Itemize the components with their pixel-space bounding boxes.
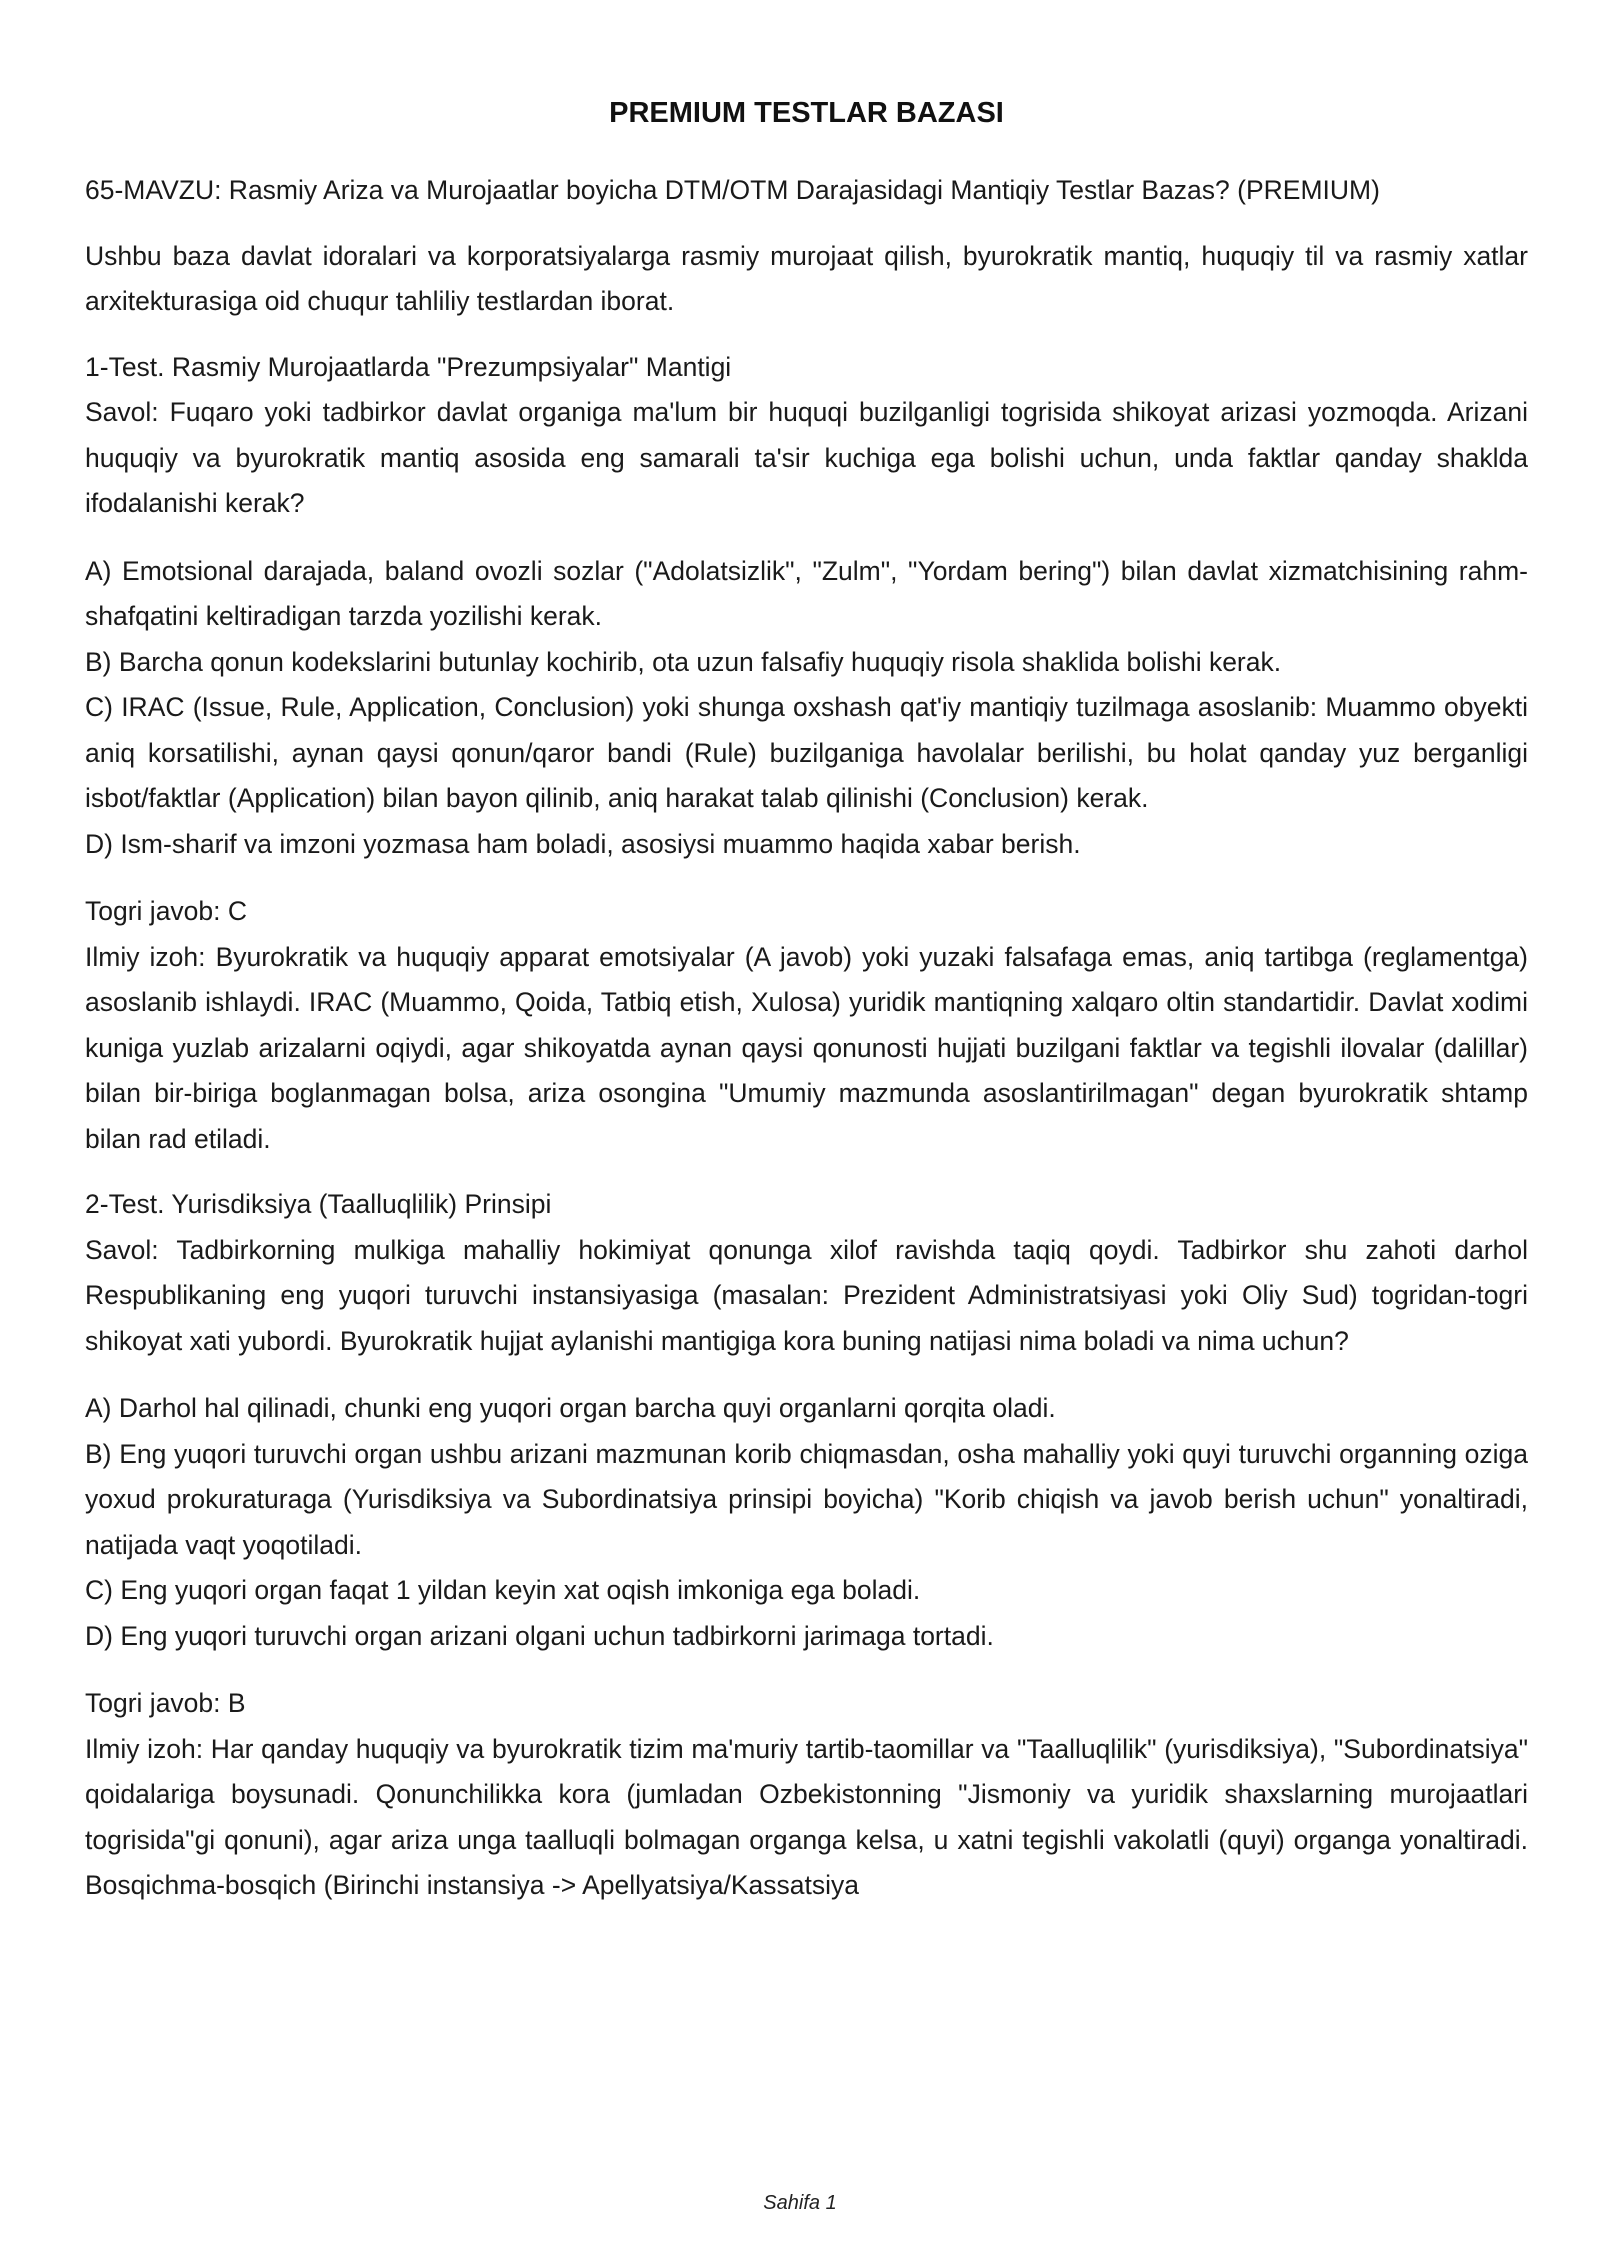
test-1-option-c: C) IRAC (Issue, Rule, Application, Conclusion) yoki shunga oxshash qat'iy mantiqiy tuzilmaga asoslanib: Muammo obyekti aniq korsatilishi, aynan qaysi qonun/qaror bandi (Rule) buzilganiga havolalar berilishi, bu holat qanday yuz berganligi isbot/faktlar (Application) bilan bayon qilinib, aniq harakat talab qilinishi (Conclusion) kerak. (85, 692, 1528, 813)
test-1-heading: 1-Test. Rasmiy Murojaatlarda "Prezumpsiyalar" Mantigi (85, 351, 732, 382)
test-2-explanation: Ilmiy izoh: Har qanday huquqiy va byurokratik tizim ma'muriy tartib-taomillar va "Taalluqlilik" (yurisdiksiya), "Subordinatsiya" qoidalariga boysunadi. Qonunchilikka kora (jumladan Ozbekistonning "Jismoniy va yuridik shaxslarning murojaatlari togrisida"gi qonuni), agar ariza unga taalluqli bolmagan organga kelsa, u xatni tegishli vakolatli (quyi) organga yonaltiradi. Bosqichma-bosqich (Birinchi instansiya -> Apellyatsiya/Kassatsiya (85, 1733, 1528, 1900)
test-2-option-c: C) Eng yuqori organ faqat 1 yildan keyin xat oqish imkoniga ega boladi. (85, 1575, 921, 1605)
intro-paragraph: Ushbu baza davlat idoralari va korporatsiyalarga rasmiy murojaat qilish, byurokratik mantiq, huquqiy til va rasmiy xatlar arxitekturasiga oid chuqur tahliliy testlardan iborat. (85, 240, 1528, 316)
test-1-question: Savol: Fuqaro yoki tadbirkor davlat organiga ma'lum bir huquqi buzilganligi togrisida shikoyat arizasi yozmoqda. Arizani huquqiy va byurokratik mantiq asosida eng samarali ta'sir kuchiga ega bolishi uchun, unda faktlar qanday shaklda ifodalanishi kerak? (85, 397, 1528, 518)
test-2-question: Savol: Tadbirkorning mulkiga mahalliy hokimiyat qonunga xilof ravishda taqiq qoydi. Tadbirkor shu zahoti darhol Respublikaning eng yuqori turuvchi instansiyasiga (masalan: Prezident Administratsiyasi yoki Oliy Sud) togridan-togri shikoyat xati yubordi. Byurokratik hujjat aylanishi mantigiga kora buning natijasi nima boladi va nima uchun? (85, 1234, 1528, 1356)
test-1-option-d: D) Ism-sharif va imzoni yozmasa ham boladi, asosiysi muammo haqida xabar berish. (85, 828, 1081, 859)
test-2-heading: 2-Test. Yurisdiksiya (Taalluqlilik) Prinsipi (85, 1189, 552, 1219)
test-1-explanation: Ilmiy izoh: Byurokratik va huquqiy apparat emotsiyalar (A javob) yoki yuzaki falsafaga emas, aniq tartibga (reglamentga) asoslanib ishlaydi. IRAC (Muammo, Qoida, Tatbiq etish, Xulosa) yuridik mantiqning xalqaro oltin standartidir. Davlat xodimi kuniga yuzlab arizalarni oqiydi, agar shikoyatda aynan qaysi qonunosti hujjati buzilgani faktlar va tegishli ilovalar (dalillar) bilan bir-biriga boglanmagan bolsa, ariza osongina "Umumiy mazmunda asoslantirilmagan" degan byurokratik shtamp bilan rad etiladi. (85, 941, 1528, 1154)
document-title: PREMIUM TESTLAR BAZASI (609, 97, 1004, 129)
test-2-option-b: B) Eng yuqori turuvchi organ ushbu arizani mazmunan korib chiqmasdan, osha mahalliy yoki quyi turuvchi organning oziga yoxud prokuraturaga (Yurisdiksiya va Subordinatsiya prinsipi boyicha) "Korib chiqish va javob berish uchun" yonaltiradi, natijada vaqt yoqotiladi. (85, 1438, 1528, 1560)
test-2-answer: Togri javob: B (85, 1688, 246, 1718)
test-1-option-a: A) Emotsional darajada, baland ovozli sozlar ("Adolatsizlik", "Zulm", "Yordam bering") bilan davlat xizmatchisining rahm-shafqatini keltiradigan tarzda yozilishi kerak. (85, 555, 1528, 631)
topic-heading: 65-MAVZU: Rasmiy Ariza va Murojaatlar boyicha DTM/OTM Darajasidagi Mantiqiy Testlar Bazas? (PREMIUM) (85, 175, 1380, 205)
test-1-option-b: B) Barcha qonun kodekslarini butunlay kochirib, ota uzun falsafiy huquqiy risola shaklida bolishi kerak. (85, 646, 1282, 677)
test-2-option-d: D) Eng yuqori turuvchi organ arizani olgani uchun tadbirkorni jarimaga tortadi. (85, 1620, 994, 1651)
test-1-answer: Togri javob: C (85, 896, 248, 926)
page-number-footer: Sahifa 1 (763, 2192, 837, 2214)
test-2-option-a: A) Darhol hal qilinadi, chunki eng yuqori organ barcha quyi organlarni qorqita oladi. (85, 1393, 1056, 1423)
page-content (85, 92, 1528, 1909)
